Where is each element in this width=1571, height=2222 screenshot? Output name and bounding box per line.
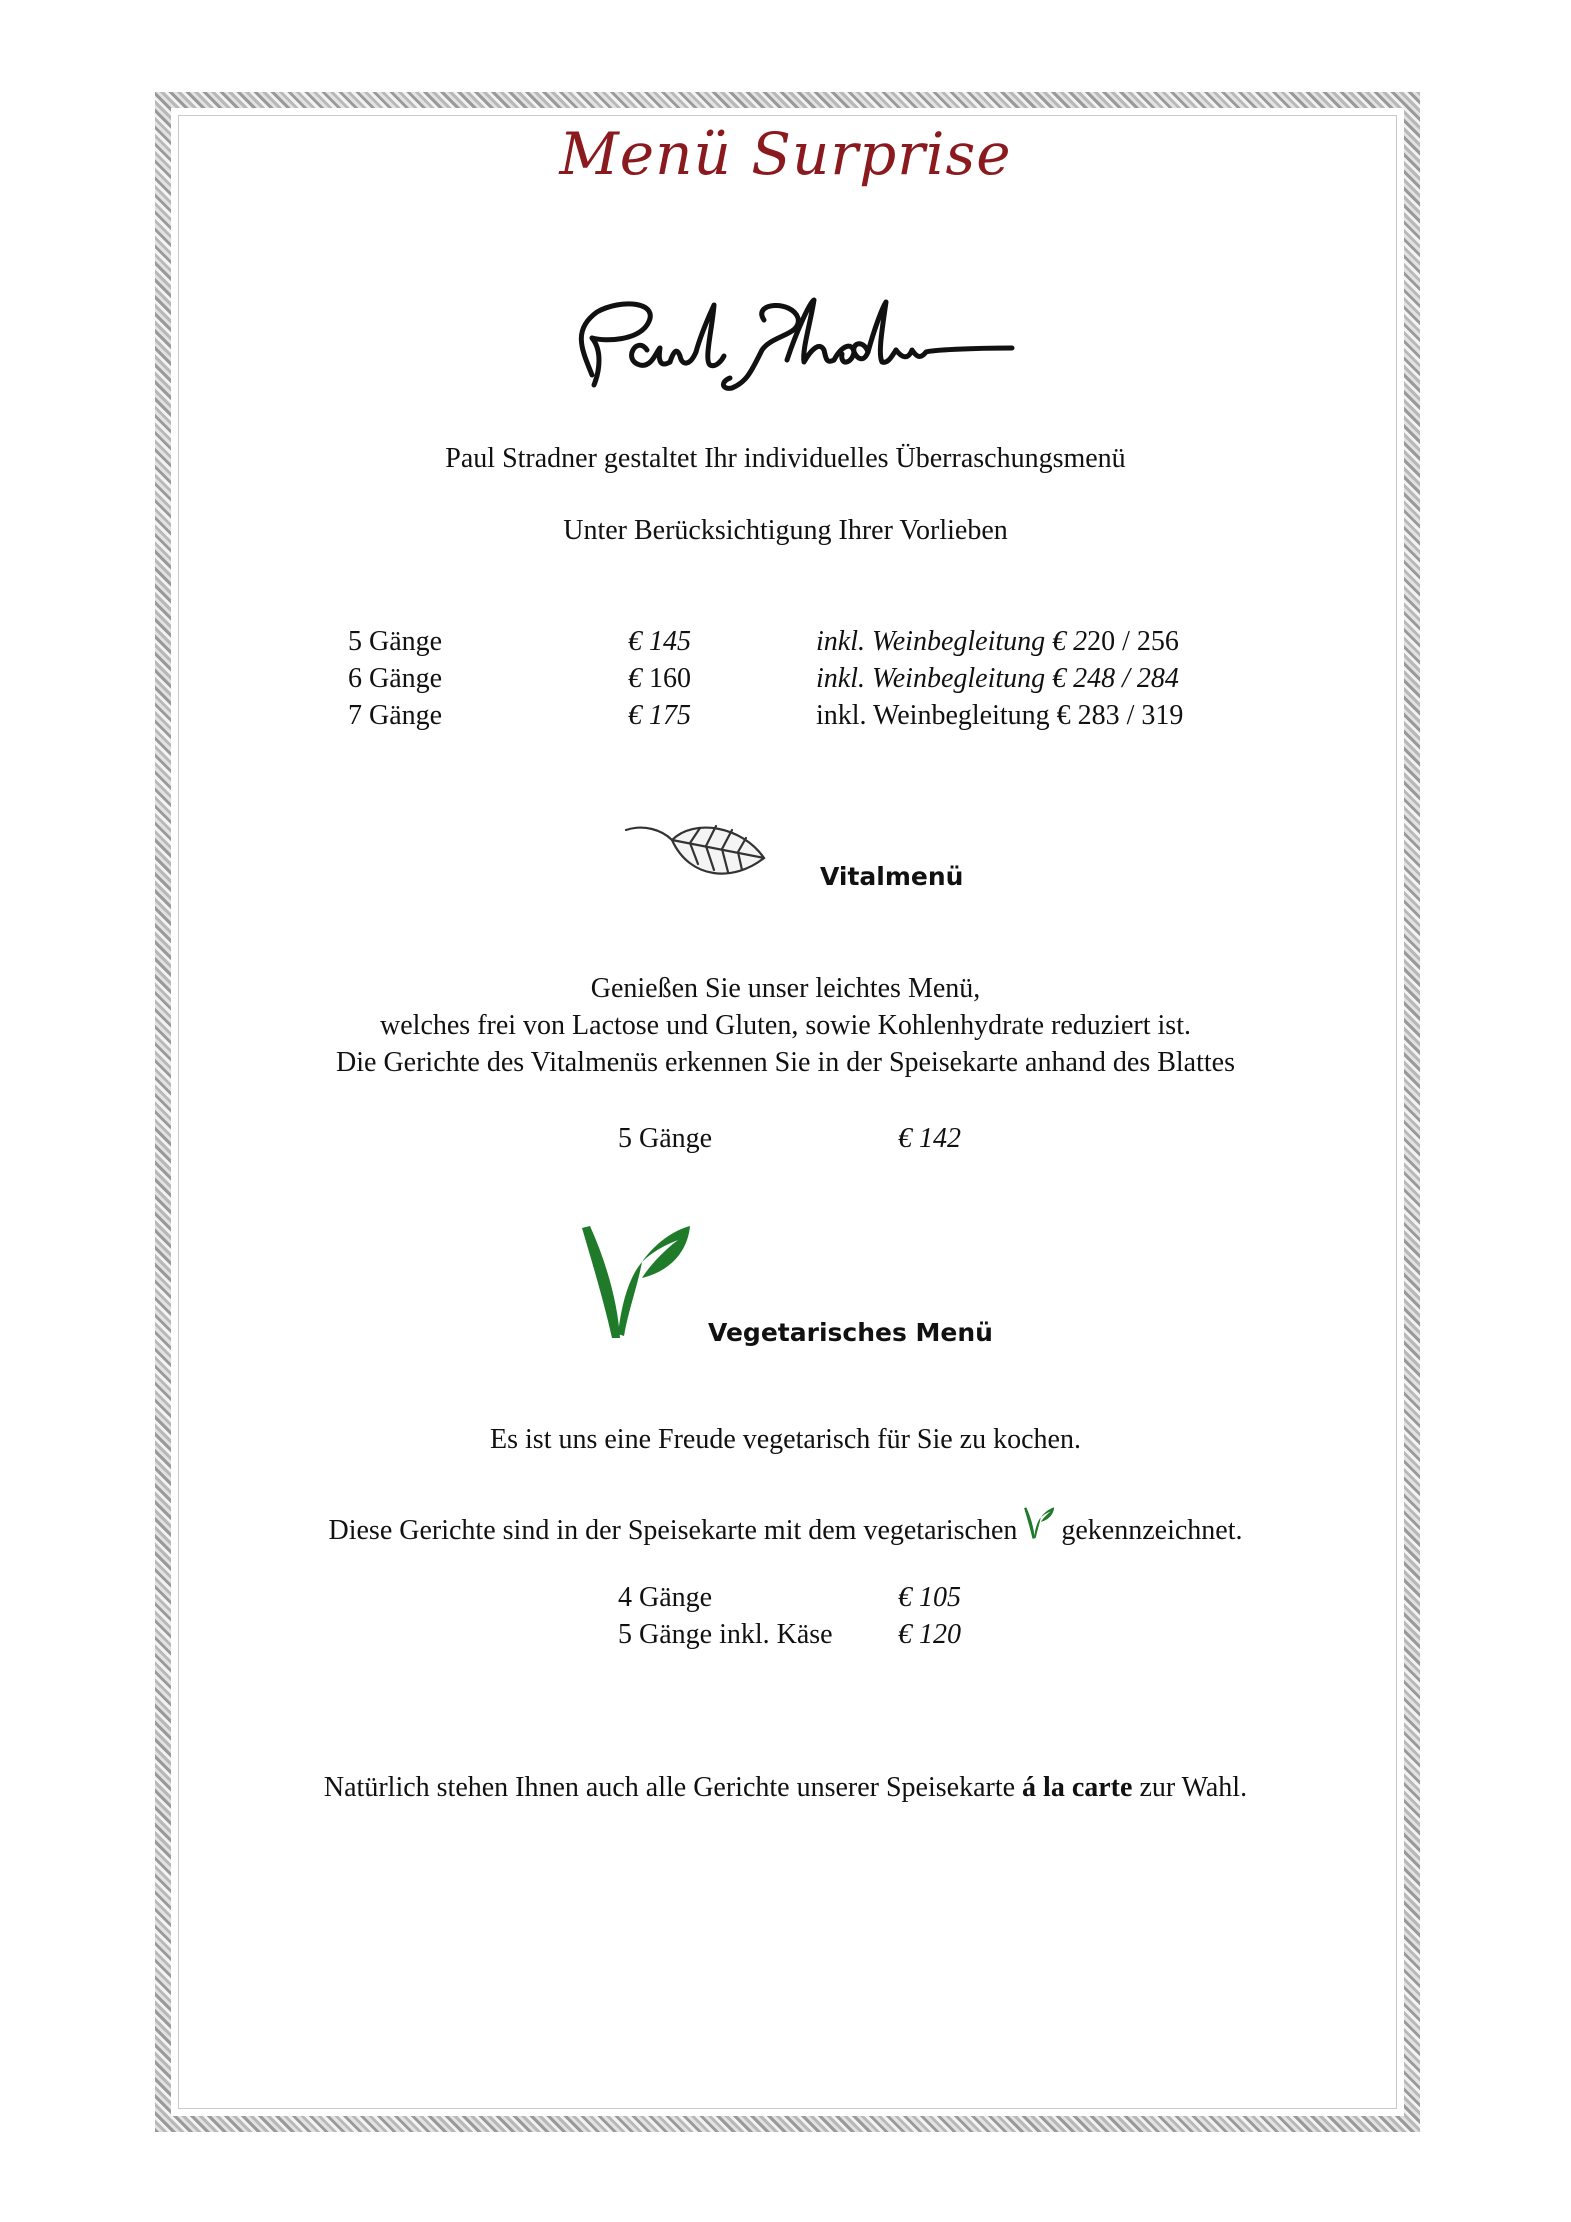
signature-image — [552, 290, 1022, 400]
border-inner-line — [178, 115, 1397, 2109]
price-row — [618, 1579, 1018, 1616]
vitalmenu-heading: Vitalmenü — [820, 862, 964, 891]
vital-text-1: Genießen Sie unser leichtes Menü, — [590, 973, 981, 1004]
vital-text-3: Die Gerichte des Vitalmenüs erkennen Sie in der Speisekarte anhand des Blattes — [336, 1047, 1235, 1078]
vegetarian-text-1: Es ist uns eine Freude vegetarisch für Sie zu kochen. — [490, 1424, 1081, 1455]
price-row: 6 Gänge € 160 inkl. Weinbegleitung € 248 / 284 — [348, 660, 1248, 697]
leaf-icon — [624, 818, 769, 888]
vegetarian-v-icon-small — [1023, 1503, 1055, 1543]
price-row — [618, 1616, 1018, 1653]
surprise-price-table — [348, 623, 1248, 734]
wine-pairing: inkl. Weinbegleitung € 248 / 284 — [816, 663, 1179, 694]
footer-note: Natürlich stehen Ihnen auch alle Gerichte unserer Speisekarte á la carte zur Wahl. — [323, 1772, 1248, 1803]
a-la-carte: á la carte — [1022, 1772, 1133, 1803]
courses: 5 Gänge inkl. Käse — [618, 1619, 833, 1650]
price: € 120 — [898, 1619, 961, 1650]
courses: 5 Gänge — [348, 626, 443, 657]
price: € 175 — [628, 700, 691, 731]
vegetarian-heading: Vegetarisches Menü — [708, 1318, 993, 1347]
price-row — [348, 697, 1248, 734]
vital-text-2: welches frei von Lactose und Gluten, sowie Kohlenhydrate reduziert ist. — [380, 1010, 1191, 1041]
courses: 6 Gänge — [348, 663, 443, 694]
vegetarian-price-table — [618, 1579, 1018, 1653]
page-title: Menü Surprise — [559, 120, 1012, 188]
vital-price-table — [618, 1120, 1018, 1157]
price-row — [348, 623, 1248, 660]
intro-line-1: Paul Stradner gestaltet Ihr individuelles Überraschungsmenü — [445, 443, 1126, 474]
wine-pairing: inkl. Weinbegleitung € 2 — [816, 626, 1088, 657]
price: € 145 — [628, 626, 691, 657]
courses: 4 Gänge — [618, 1582, 713, 1613]
vegetarian-text-2: Diese Gerichte sind in der Speisekarte mit dem vegetarischen gekennzeichnet. — [0, 1503, 1571, 1549]
price: € 142 — [898, 1123, 961, 1154]
intro-line-2: Unter Berücksichtigung Ihrer Vorlieben — [563, 515, 1008, 546]
courses: 7 Gänge — [348, 700, 443, 731]
vegetarian-v-icon — [578, 1222, 693, 1342]
wine-pairing: inkl. Weinbegleitung € 283 / 319 — [816, 700, 1184, 731]
price: 160 — [649, 663, 691, 694]
wine-pairing-price: 20 / 256 — [1087, 626, 1179, 657]
price-row — [618, 1120, 1018, 1157]
price: € 105 — [898, 1582, 961, 1613]
courses: 5 Gänge — [618, 1123, 713, 1154]
